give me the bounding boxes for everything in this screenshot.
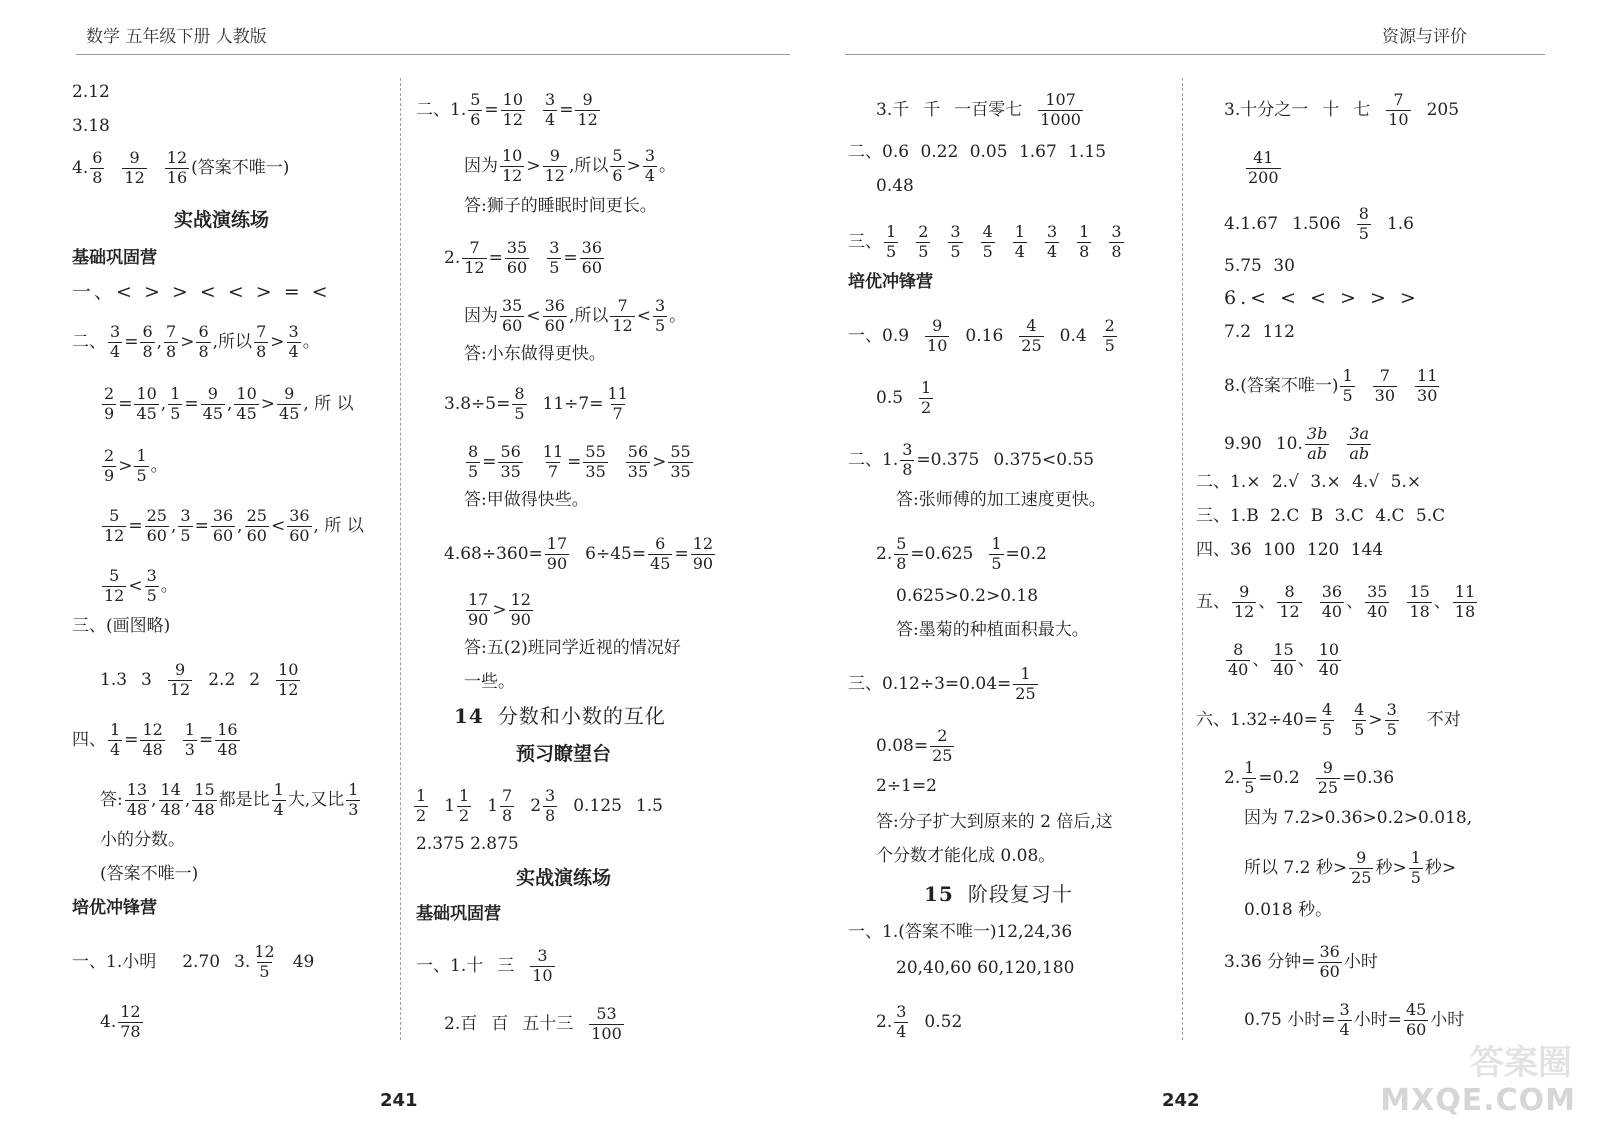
fraction: $\frac{11}{30}$ [1417,366,1438,405]
answer-line: 小的分数。 [100,830,185,850]
header-right-title: 资源与评价 [1382,27,1467,47]
fraction: $\frac{5}{6}$ [612,146,623,185]
fraction: $\frac{55}{35}$ [670,442,691,481]
fraction: $\frac{11}{7}$ [542,442,564,481]
fraction: $\frac{10}{45}$ [236,384,257,423]
fraction: $\frac{12}{90}$ [692,534,714,573]
fraction: $\frac{10}{12}$ [502,90,524,129]
fraction: $\frac{9}{12}$ [544,146,565,185]
answer-line: 一、1.十 三 $\frac{3}{10}$ [416,946,553,985]
answer-line: $\frac{2}{9}$ > $\frac{1}{5}$ 。 [104,446,168,485]
page-number-right: 242 [1162,1090,1200,1111]
fraction: $\frac{8}{5}$ [1358,204,1369,243]
fraction: $\frac{2}{9}$ [104,384,115,423]
answer-line: 一、< > > < < > = < [72,281,331,303]
fraction: $\frac{12}{90}$ [510,590,531,629]
fraction: $\frac{1}{5}$ [1410,848,1421,887]
answer-line: $\frac{1}{2}$ 1 $\frac{1}{2}$ 1 $\frac{7}{8}$ 2 $\frac{3}{8}$ 0.125 1.5 [416,786,663,825]
fraction: $\frac{1}{2}$ [459,786,470,825]
fraction: $\frac{4}{5}$ [1321,700,1333,739]
answer-line: 二、1. $\frac{3}{8}$ =0.375 0.375<0.55 [848,440,1095,479]
answer-line: 3.36 分钟= $\frac{36}{60}$ 小时 [1224,942,1378,981]
fraction: $\frac{5}{8}$ [896,534,907,573]
fraction: $\frac{3}{4}$ [545,90,556,129]
answer-line: 一、1.小明 2.70 3. $\frac{12}{5}$ 49 [72,942,315,981]
answer-line: 8.(答案不唯一) $\frac{1}{5}$ $\frac{7}{30}$ $\frac{11}{30}$ [1224,366,1438,405]
fraction: $\frac{1}{3}$ [348,780,359,819]
fraction: $\frac{6}{45}$ [650,534,671,573]
fraction: $\frac{56}{35}$ [627,442,649,481]
fraction: $\frac{1}{3}$ [184,720,195,759]
fraction: $\frac{3}{4}$ [896,1002,907,1041]
fraction: $\frac{12}{48}$ [142,720,163,759]
answer-line: 四、 $\frac{1}{4}$ = $\frac{12}{48}$ $\frac{1}{3}$ = $\frac{16}{48}$ [72,720,238,759]
answer-line: 一、0.9 $\frac{9}{10}$ 0.16 $\frac{4}{25}$ 0.4 $\frac{2}{5}$ [848,316,1115,355]
fraction: $\frac{9}{25}$ [1317,758,1339,797]
fraction: $\frac{1}{2}$ [416,786,427,825]
fraction: $\frac{35}{40}$ [1367,582,1388,621]
fraction: $\frac{7}{12}$ [464,238,485,277]
fraction: $\frac{1}{5}$ [1244,758,1255,797]
answer-line: 因为 7.2>0.36>0.2>0.018, [1244,808,1473,828]
fraction: $\frac{9}{12}$ [577,90,598,129]
answer-line: 0.018 秒。 [1244,900,1333,920]
fraction: $\frac{4}{5}$ [1354,700,1365,739]
fraction: $\frac{3}{5}$ [1386,700,1397,739]
fraction: $\frac{36}{60}$ [289,506,310,545]
fraction: $\frac{53}{100}$ [591,1004,622,1043]
fraction: $\frac{7}{10}$ [1388,90,1409,129]
answer-line: 0.625>0.2>0.18 [896,586,1039,606]
fraction: $\frac{3}{5}$ [549,238,560,277]
fraction: $\frac{8}{5}$ [468,442,479,481]
answer-line: 2. $\frac{1}{5}$ =0.2 $\frac{9}{25}$ =0.36 [1224,758,1395,797]
fraction: $\frac{1}{5}$ [136,446,147,485]
fraction: $\frac{14}{48}$ [160,780,181,819]
fraction: $\frac{107}{1000}$ [1040,90,1081,129]
fraction: $\frac{5}{6}$ [470,90,481,129]
fraction: $\frac{35}{60}$ [506,238,528,277]
answer-line: $\frac{5}{12}$ < $\frac{3}{5}$ 。 [104,566,178,605]
fraction: $\frac{6}{8}$ [92,148,103,187]
answer-line: $\frac{2}{9}$ = $\frac{10}{45}$ , $\frac{1}{5}$ = $\frac{9}{45}$ , $\frac{10}{45}$ > $\frac{9}{45}$ , 所 以 [104,384,354,423]
header-rule-left [76,54,790,55]
fraction: $\frac{7}{8}$ [256,322,267,361]
answer-line: 三、1.B 2.C B 3.C 4.C 5.C [1196,506,1446,526]
answer-line: 答:张师傅的加工速度更快。 [896,490,1106,510]
answer-line: 答:墨菊的种植面积最大。 [896,620,1089,640]
fraction: $\frac{10}{12}$ [502,146,523,185]
fraction: $\frac{1}{2}$ [921,378,932,417]
fraction: $\frac{3b}{ab}$ [1306,424,1328,463]
fraction: $\frac{3}{8}$ [1111,222,1122,261]
subsection-heading: 基础巩固营 [72,248,157,268]
answer-line: $\frac{17}{90}$ > $\frac{12}{90}$ [468,590,531,629]
fraction: $\frac{9}{45}$ [279,384,300,423]
fraction: $\frac{45}{60}$ [1405,1000,1427,1039]
fraction: $\frac{9}{12}$ [1234,582,1255,621]
fraction: $\frac{7}{30}$ [1374,366,1396,405]
fraction: $\frac{4}{5}$ [982,222,993,261]
answer-line: 2. $\frac{7}{12}$ = $\frac{35}{60}$ $\frac{3}{5}$ = $\frac{36}{60}$ [444,238,602,277]
answer-line: 因为 $\frac{10}{12}$ > $\frac{9}{12}$ ,所以 $\frac{5}{6}$ > $\frac{3}{4}$ 。 [464,146,676,185]
answer-line: 六、1.32÷40= $\frac{4}{5}$ $\frac{4}{5}$ > $\frac{3}{5}$ 不对 [1196,700,1461,739]
answer-line: 4.1.67 1.506 $\frac{8}{5}$ 1.6 [1224,204,1414,243]
fraction: $\frac{6}{8}$ [198,322,209,361]
fraction: $\frac{10}{12}$ [278,660,299,699]
fraction: $\frac{55}{35}$ [585,442,606,481]
answer-line: 一、1.(答案不唯一)12,24,36 [848,922,1073,942]
answer-line: 5.75 30 [1224,256,1295,276]
fraction: $\frac{15}{40}$ [1273,640,1294,679]
fraction: $\frac{3}{5}$ [146,566,157,605]
header-left-title: 数学 五年级下册 人教版 [86,27,267,47]
fraction: $\frac{1}{4}$ [1014,222,1025,261]
fraction: $\frac{7}{8}$ [502,786,513,825]
section-heading: 实战演练场 [516,867,612,889]
answer-line: 3.十分之一 十 七 $\frac{7}{10}$ 205 [1224,90,1460,129]
column-divider-left [400,78,401,1040]
fraction: $\frac{1}{5}$ [991,534,1002,573]
fraction: $\frac{8}{12}$ [1279,582,1300,621]
answer-line: 3.千 千 一百零七 $\frac{107}{1000}$ [876,90,1081,129]
fraction: $\frac{3}{8}$ [545,786,556,825]
fraction: $\frac{3}{4}$ [644,146,655,185]
answer-line: 三、0.12÷3=0.04= $\frac{1}{25}$ [848,664,1036,703]
answer-line: 答:狮子的睡眠时间更长。 [464,196,657,216]
answer-line: $\frac{8}{5}$ = $\frac{56}{35}$ $\frac{11}{7}$ = $\frac{55}{35}$ $\frac{56}{35}$ > $\frac{55}{35}$ [468,442,691,481]
fraction: $\frac{2}{5}$ [918,222,929,261]
answer-line: 0.08= $\frac{2}{25}$ [876,726,953,765]
fraction: $\frac{16}{48}$ [217,720,238,759]
section-title: 15 阶段复习十 [924,882,1073,906]
fraction: $\frac{15}{18}$ [1409,582,1430,621]
fraction: $\frac{10}{45}$ [136,384,157,423]
fraction: $\frac{2}{25}$ [932,726,953,765]
fraction: $\frac{36}{60}$ [212,506,234,545]
fraction: $\frac{9}{25}$ [1351,848,1372,887]
answer-line: 所以 7.2 秒> $\frac{9}{25}$ 秒> $\frac{1}{5}$ 秒> [1244,848,1457,887]
answer-line: 4.68÷360= $\frac{17}{90}$ 6÷45= $\frac{6}{45}$ = $\frac{12}{90}$ [444,534,714,573]
fraction: $\frac{11}{18}$ [1454,582,1476,621]
answer-line: 3.8÷5= $\frac{8}{5}$ 11÷7= $\frac{11}{7}$ [444,384,628,423]
fraction: $\frac{1}{25}$ [1015,664,1036,703]
watermark-logo: 答案圈 [1470,1043,1572,1083]
fraction: $\frac{10}{40}$ [1318,640,1340,679]
fraction: $\frac{9}{10}$ [927,316,948,355]
fraction: $\frac{3}{4}$ [1046,222,1058,261]
fraction: $\frac{9}{12}$ [124,148,145,187]
fraction: $\frac{36}{60}$ [544,296,565,335]
answer-line: 二、1. $\frac{5}{6}$ = $\frac{10}{12}$ $\frac{3}{4}$ = $\frac{9}{12}$ [416,90,598,129]
answer-line: (答案不唯一) [100,864,199,884]
answer-line: 二、 $\frac{3}{4}$ = $\frac{6}{8}$ , $\frac{7}{8}$ > $\frac{6}{8}$ ,所以 $\frac{7}{8}$ > $\frac{3}{4}$ 。 [72,322,320,361]
fraction: $\frac{6}{8}$ [142,322,153,361]
answer-line: 四、36 100 120 144 [1196,540,1384,560]
fraction: $\frac{36}{40}$ [1321,582,1343,621]
fraction: $\frac{2}{9}$ [104,446,115,485]
fraction: $\frac{12}{16}$ [166,148,188,187]
subsection-heading: 基础巩固营 [416,904,501,924]
fraction: $\frac{1}{8}$ [1079,222,1090,261]
answer-line: 7.2 112 [1224,322,1295,342]
fraction: $\frac{41}{200}$ [1248,148,1279,187]
answer-line: 2.百 百 五十三 $\frac{53}{100}$ [444,1004,622,1043]
section-heading: 预习瞭望台 [516,743,612,765]
answer-line: 因为 $\frac{35}{60}$ < $\frac{36}{60}$ ,所以 $\frac{7}{12}$ < $\frac{3}{5}$ 。 [464,296,687,335]
answer-line: 答:分子扩大到原来的 2 倍后,这 [876,812,1113,832]
section-title: 14 分数和小数的互化 [454,704,666,728]
fraction: $\frac{1}{5}$ [170,384,181,423]
fraction: $\frac{11}{7}$ [607,384,628,423]
fraction: $\frac{3}{4}$ [288,322,299,361]
answer-line: 6.< < < > > > [1224,287,1420,309]
answer-line: 0.48 [876,176,914,196]
fraction: $\frac{36}{60}$ [581,238,602,277]
answer-line: 个分数才能化成 0.08。 [876,846,1056,866]
fraction: $\frac{3}{5}$ [950,222,961,261]
answer-line: 20,40,60 60,120,180 [896,958,1075,978]
fraction: $\frac{3}{5}$ [654,296,666,335]
fraction: $\frac{4}{25}$ [1021,316,1042,355]
fraction: $\frac{3a}{ab}$ [1349,424,1370,463]
fraction: $\frac{5}{12}$ [104,566,125,605]
section-heading: 实战演练场 [174,209,270,231]
answer-line: 答:甲做得快些。 [464,490,589,510]
fraction: $\frac{25}{60}$ [246,506,267,545]
fraction: $\frac{1}{4}$ [110,720,121,759]
fraction: $\frac{12}{5}$ [254,942,275,981]
fraction: $\frac{3}{5}$ [180,506,191,545]
fraction: $\frac{9}{12}$ [169,660,191,699]
answer-line: 三、(画图略) [72,616,171,636]
fraction: $\frac{17}{90}$ [468,590,489,629]
answer-line: 0.75 小时= $\frac{3}{4}$ 小时= $\frac{45}{60}$ 小时 [1244,1000,1465,1039]
fraction: $\frac{2}{5}$ [1104,316,1115,355]
fraction: $\frac{17}{90}$ [546,534,568,573]
answer-line: 2. $\frac{3}{4}$ 0.52 [876,1002,963,1041]
answer-line: $\frac{8}{40}$ 、 $\frac{15}{40}$ 、 $\frac{10}{40}$ [1228,640,1340,679]
fraction: $\frac{3}{10}$ [532,946,553,985]
fraction: $\frac{35}{60}$ [502,296,523,335]
answer-line: 答:小东做得更快。 [464,344,606,364]
answer-line: 2÷1=2 [876,776,937,796]
fraction: $\frac{25}{60}$ [146,506,167,545]
answer-line: 二、1.× 2.√ 3.× 4.√ 5.× [1196,472,1422,492]
fraction: $\frac{1}{4}$ [273,780,284,819]
answer-line: 三、 $\frac{1}{5}$ $\frac{2}{5}$ $\frac{3}{5}$ $\frac{4}{5}$ $\frac{1}{4}$ $\frac{3}{4}$ $\frac{1}{8}$ $\frac{3}{8}$ [848,222,1122,261]
answer-line: 0.5 $\frac{1}{2}$ [876,378,932,417]
fraction: $\frac{56}{35}$ [500,442,521,481]
subsection-heading: 培优冲锋营 [848,272,933,292]
fraction: $\frac{1}{5}$ [1342,366,1353,405]
answer-line: 2.12 [72,82,110,102]
fraction: $\frac{12}{78}$ [120,1002,141,1041]
answer-line: 4. $\frac{12}{78}$ [100,1002,141,1041]
answer-line: 1.3 3 $\frac{9}{12}$ 2.2 2 $\frac{10}{12}$ [100,660,299,699]
fraction: $\frac{8}{40}$ [1228,640,1249,679]
header-rule-right [845,54,1545,55]
answer-line: 五、 $\frac{9}{12}$ 、 $\frac{8}{12}$ $\frac{36}{40}$ 、 $\frac{35}{40}$ $\frac{15}{18}$ 、 $\frac{11}{18}$ [1196,582,1476,621]
page-number-left: 241 [380,1090,418,1111]
fraction: $\frac{1}{5}$ [886,222,897,261]
subsection-heading: 培优冲锋营 [72,898,157,918]
fraction: $\frac{3}{4}$ [110,322,121,361]
column-divider-right [1182,78,1183,1040]
fraction: $\frac{36}{60}$ [1319,942,1340,981]
fraction: $\frac{13}{48}$ [126,780,148,819]
answer-line: 答: $\frac{13}{48}$ , $\frac{14}{48}$ , $\frac{15}{48}$ 都是比 $\frac{1}{4}$ 大,又比 $\frac{1}{3}$ [100,780,359,819]
answer-line: 3.18 [72,116,110,136]
answer-line [1244,150,1283,187]
fraction: $\frac{3}{4}$ [1339,1000,1350,1039]
answer-line: 二、0.6 0.22 0.05 1.67 1.15 [848,142,1107,162]
answer-line: 答:五(2)班同学近视的情况好 [464,638,681,658]
fraction: $\frac{7}{8}$ [166,322,177,361]
fraction: $\frac{9}{45}$ [202,384,223,423]
fraction: $\frac{5}{12}$ [104,506,125,545]
watermark-text: MXQE.COM [1380,1083,1576,1118]
answer-line: 2.375 2.875 [416,834,519,854]
answer-line: 4. $\frac{6}{8}$ $\frac{9}{12}$ $\frac{12}{16}$ (答案不唯一) [72,148,290,187]
answer-line: 2. $\frac{5}{8}$ =0.625 $\frac{1}{5}$ =0.2 [876,534,1047,573]
answer-line: $\frac{5}{12}$ = $\frac{25}{60}$ , $\frac{3}{5}$ = $\frac{36}{60}$ , $\frac{25}{60}$ < $\frac{36}{60}$ , 所 以 [104,506,364,545]
fraction: $\frac{8}{5}$ [514,384,525,423]
fraction: $\frac{3}{8}$ [902,440,913,479]
fraction: $\frac{15}{48}$ [194,780,215,819]
answer-line: 一些。 [464,672,515,692]
answer-line: 9.90 10. $\frac{3b}{ab}$ $\frac{3a}{ab}$ [1224,424,1370,463]
fraction: $\frac{7}{12}$ [612,296,633,335]
